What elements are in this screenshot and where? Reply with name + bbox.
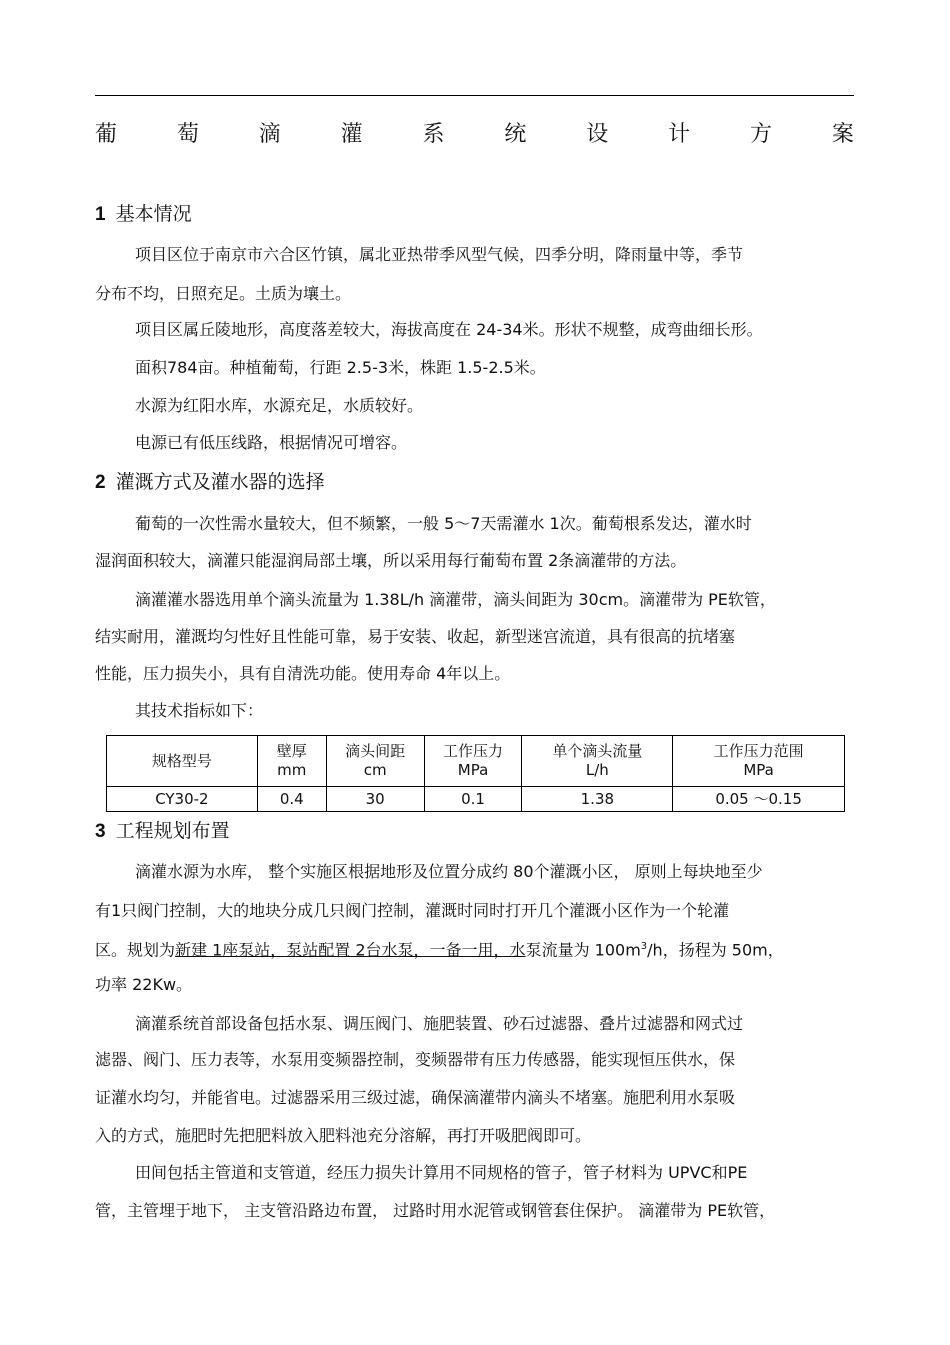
paragraph-line: 区。规划为新建 1座泵站，泵站配置 2台水泵，一备一用，水泵流量为 $100m^3/h$，扬程为 50m， [95, 940, 784, 960]
document-title [95, 117, 854, 148]
title-char: 葡 [95, 122, 118, 147]
section-title: 基本情况 [115, 203, 192, 225]
paragraph-line: 滴灌系统首部设备包括水泵、调压阀门、施肥装置、砂石过滤器、叠片过滤器和网式过 [135, 1014, 744, 1033]
title-char: 系 [422, 122, 445, 147]
paragraph-line: 葡萄的一次性需水量较大，但不频繁，一般 5～7天需灌水 1次。葡萄根系发达，灌水时 [135, 514, 752, 533]
paragraph-line: 电源已有低压线路，根据情况可增容。 [135, 433, 408, 452]
table-header-cell: 壁厚 mm [257, 736, 326, 787]
paragraph-line: 功率 22Kw。 [95, 975, 193, 994]
table-header-cell: 单个滴头流量 L/h [522, 736, 673, 787]
paragraph-line: 滴灌灌水器选用单个滴头流量为 1.38L/h 滴灌带，滴头间距为 30cm。滴灌带为 PE软管， [135, 590, 776, 609]
tech-spec-table [106, 735, 845, 812]
section-number: 3 [95, 821, 106, 842]
table-cell: 0.05 ～0.15 [673, 787, 845, 812]
paragraph-line: 其技术指标如下： [135, 701, 264, 720]
section-heading-1 [95, 204, 192, 225]
paragraph-line: 分布不均，日照充足。土质为壤土。 [95, 284, 352, 303]
top-rule [95, 95, 854, 96]
paragraph-line: 性能，压力损失小，具有自清洗功能。使用寿命 4年以上。 [95, 664, 511, 683]
paragraph-line: 水源为红阳水库，水源充足，水质较好。 [135, 396, 424, 415]
table-header-cell: 规格型号 [107, 736, 258, 787]
paragraph-line: 项目区属丘陵地形，高度落差较大，海拔高度在 24-34米。形状不规整，成弯曲细长形。 [135, 320, 763, 339]
table-cell: 30 [326, 787, 424, 812]
paragraph-line: 有1只阀门控制，大的地块分成几只阀门控制，灌溉时同时打开几个灌溉小区作为一个轮灌 [95, 901, 730, 920]
paragraph-line: 入的方式，施肥时先把肥料放入肥料池充分溶解，再打开吸肥阀即可。 [95, 1126, 592, 1145]
section-heading-2 [95, 472, 325, 493]
paragraph-line: 田间包括主管道和支管道，经压力损失计算用不同规格的管子，管子材料为 UPVC和PE [135, 1163, 748, 1182]
table-cell: 1.38 [522, 787, 673, 812]
title-char: 案 [831, 122, 854, 147]
table-header-row [107, 736, 845, 787]
paragraph-line: 结实耐用，灌溉均匀性好且性能可靠，易于安装、收起，新型迷宫流道，具有很高的抗堵塞 [95, 627, 736, 646]
title-char: 设 [586, 122, 609, 147]
paragraph-line: 面积784亩。种植葡萄，行距 2.5-3米，株距 1.5-2.5米。 [135, 358, 546, 377]
title-char: 统 [504, 122, 527, 147]
section-number: 1 [95, 204, 106, 225]
table-cell: 0.4 [257, 787, 326, 812]
underlined-text: 新建 1座泵站，泵站配置 2台水泵，一备一用，水 [175, 940, 526, 960]
table-cell: CY30-2 [107, 787, 258, 812]
table-cell: 0.1 [424, 787, 522, 812]
section-title: 工程规划布置 [115, 820, 230, 842]
paragraph-line: 滴灌水源为水库， 整个实施区根据地形及位置分成约 80个灌溉小区， 原则上每块地至少 [135, 862, 763, 881]
paragraph-line: 证灌水均匀，并能省电。过滤器采用三级过滤，确保滴灌带内滴头不堵塞。施肥利用水泵吸 [95, 1088, 736, 1107]
section-title: 灌溉方式及灌水器的选择 [115, 471, 325, 493]
table-row [107, 787, 845, 812]
section-number: 2 [95, 472, 106, 493]
table-header-cell: 工作压力范围 MPa [673, 736, 845, 787]
paragraph-line: 项目区位于南京市六合区竹镇，属北亚热带季风型气候，四季分明，降雨量中等，季节 [135, 245, 744, 264]
title-char: 计 [668, 122, 691, 147]
title-char: 萄 [176, 122, 199, 147]
title-char: 滴 [258, 122, 281, 147]
table-header-cell: 滴头间距 cm [326, 736, 424, 787]
title-char: 灌 [340, 122, 363, 147]
table-header-cell: 工作压力 MPa [424, 736, 522, 787]
section-heading-3 [95, 821, 230, 842]
title-char: 方 [750, 122, 773, 147]
paragraph-line: 管，主管埋于地下， 主支管沿路边布置， 过路时用水泥管或钢管套住保护。 滴灌带为 PE软管， [95, 1201, 776, 1220]
paragraph-line: 滤器、阀门、压力表等，水泵用变频器控制，变频器带有压力传感器，能实现恒压供水，保 [95, 1050, 736, 1069]
paragraph-line: 湿润面积较大，滴灌只能湿润局部土壤，所以采用每行葡萄布置 2条滴灌带的方法。 [95, 551, 687, 570]
